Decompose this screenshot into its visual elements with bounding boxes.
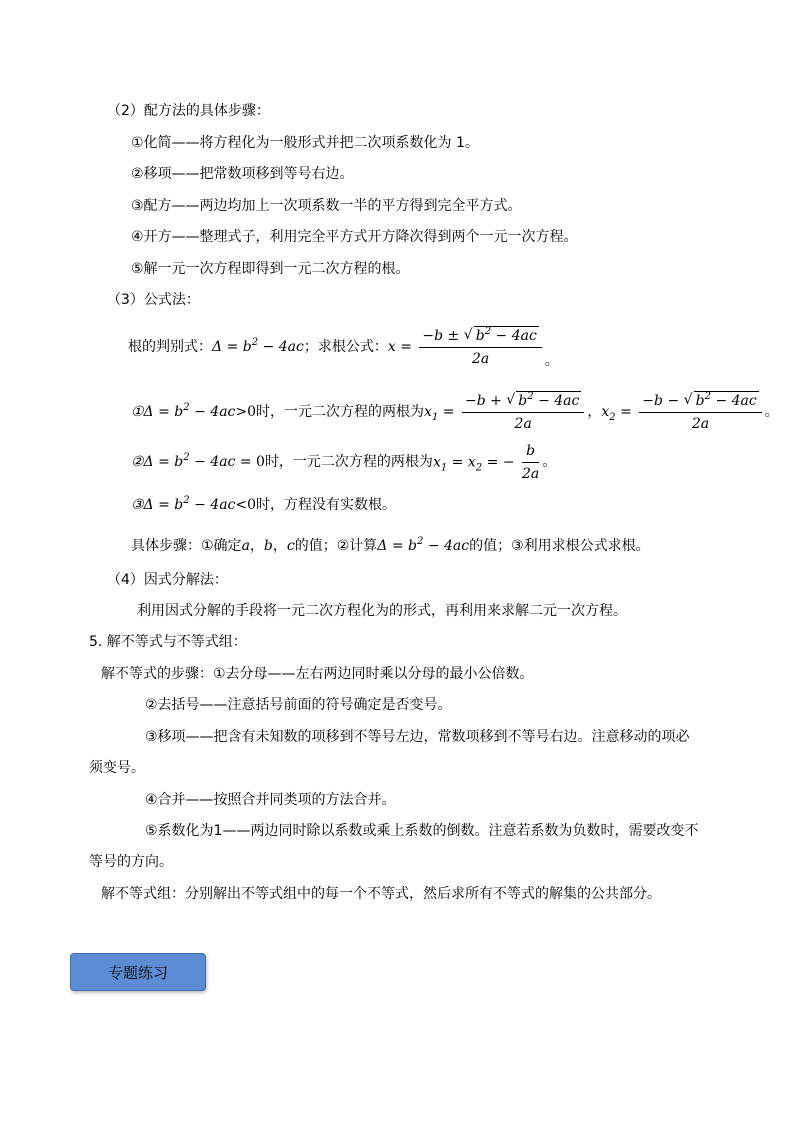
s5-step-4: ④合并——按照合并同类项的方法合并。 (145, 792, 396, 808)
s2-step-3: ③配方——两边均加上一次项系数一半的平方得到完全平方式。 (131, 198, 522, 214)
s2-step-1: ①化简——将方程化为一般形式并把二次项系数化为 1。 (131, 135, 479, 151)
s5-step-5-line-1: ⑤系数化为1——两边同时除以系数或乘上系数的倒数。注意若系数为负数时，需要改变不 (145, 823, 699, 839)
section-5-heading: 5. 解不等式与不等式组： (89, 634, 247, 650)
compute-disc: $\Delta = b^2 - 4ac$ (377, 536, 470, 554)
coef-abc: a，b，c (241, 538, 295, 554)
formula-steps-line (131, 536, 650, 556)
case-3-line (131, 495, 396, 515)
topic-practice-button[interactable] (70, 953, 206, 991)
steps-text-b: 的值；②计算 (294, 538, 378, 554)
case-1-text: 时，一元二次方程的两根为 (256, 404, 425, 420)
steps-text-c: 的值；③利用求根公式求根。 (469, 538, 650, 554)
section-4-heading: （4）因式分解法： (107, 572, 228, 588)
case-2-period: 。 (542, 454, 557, 470)
s5-step-3-line-2: 须变号。 (89, 760, 145, 776)
disc-label: 根的判别式： (128, 339, 212, 355)
s5-step-5-line-2: 等号的方向。 (89, 854, 173, 870)
s5-step-2: ②去括号——注意括号前面的符号确定是否变号。 (145, 697, 452, 713)
case-1-comma: ， (587, 404, 602, 420)
formula-period: 。 (544, 353, 559, 369)
case-2-roots: $x_1 = x_2$ = − $\frac{b}{2a}$ (432, 442, 540, 482)
topic-practice-label: 专题练习 (107, 963, 168, 982)
section-4-body: 利用因式分解的手段将一元二次方程化为的形式，再利用来求解二元一次方程。 (137, 603, 627, 619)
case-1-x2: $x_2$ = −b − √ $b^2 - 4ac$ 2a (601, 391, 764, 433)
discriminant-line (128, 323, 559, 371)
root-formula: x = −b ± √ $b^2 - 4ac$ 2a (388, 326, 545, 368)
formula-sep: ；求根公式： (303, 339, 388, 355)
case-1-period: 。 (764, 404, 779, 420)
case-2-condition: ②Δ = $b^2 - 4ac = 0$ (131, 452, 265, 470)
s2-step-2: ②移项——把常数项移到等号右边。 (131, 166, 354, 182)
section-2-heading: （2）配方法的具体步骤： (107, 103, 270, 119)
s5-step-3-line-1: ③移项——把含有未知数的项移到不等号左边，常数项移到不等号右边。注意移动的项必 (145, 729, 690, 745)
case-2-text: 时，一元二次方程的两根为 (264, 454, 433, 470)
section-3-heading: （3）公式法： (107, 292, 200, 308)
steps-text-a: 具体步骤：①确定 (131, 538, 242, 554)
case-3-condition: ③Δ = $b^2 - 4ac<0$ (131, 495, 257, 513)
case-3-text: 时，方程没有实数根。 (256, 497, 397, 513)
s5-group: 解不等式组：分别解出不等式组中的每一个不等式，然后求所有不等式的解集的公共部分。 (101, 886, 661, 902)
s2-step-4: ④开方——整理式子，利用完全平方式开方降次得到两个一元一次方程。 (131, 229, 578, 245)
disc-expr: $\Delta = b^2 - 4ac$ (212, 337, 304, 355)
s5-lead: 解不等式的步骤：①去分母——左右两边同时乘以分母的最小公倍数。 (101, 666, 534, 682)
s2-step-5: ⑤解一元一次方程即得到一元二次方程的根。 (131, 261, 410, 277)
case-1-condition: ①Δ = $b^2 - 4ac>0$ (131, 402, 257, 420)
case-1-line (131, 388, 779, 436)
case-1-x1: $x_1$ = −b + √ $b^2 - 4ac$ 2a (424, 391, 587, 433)
case-2-line (131, 440, 556, 484)
